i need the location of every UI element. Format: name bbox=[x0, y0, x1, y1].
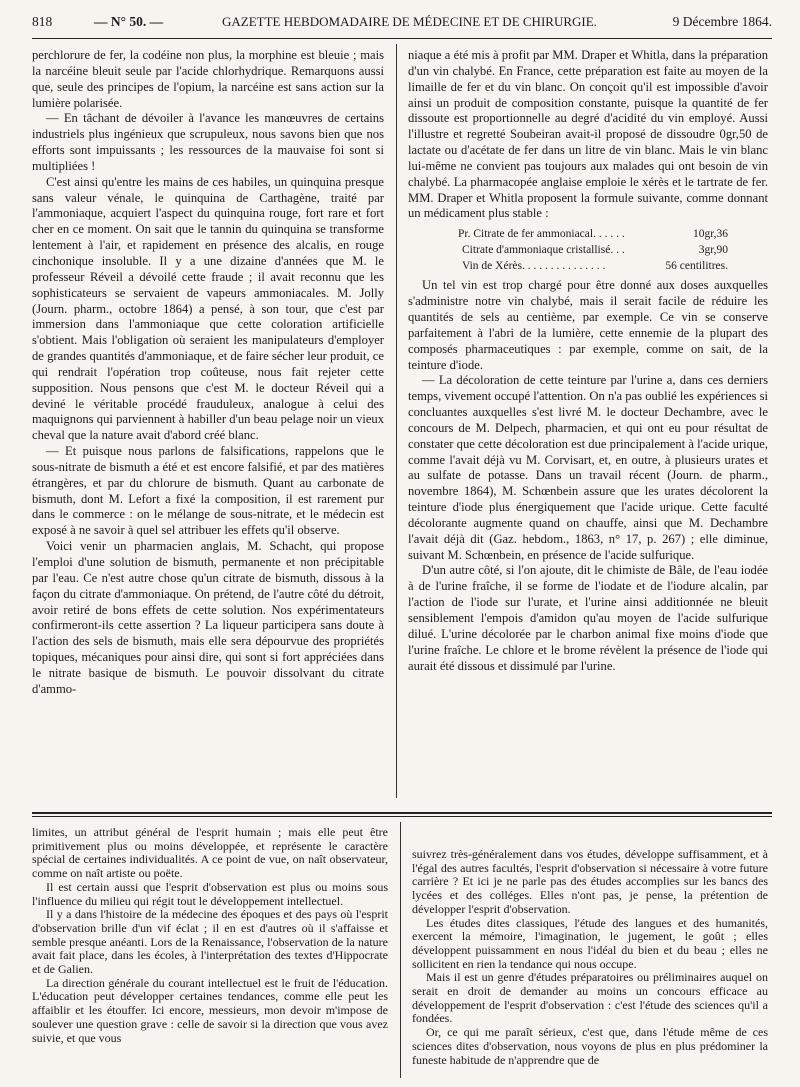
column-3 bbox=[32, 826, 388, 1045]
paragraph: — En tâchant de dévoiler à l'avance les manœuvres de certains industriels plus ingénieux que scrupuleux, nous savons bien que nos efforts sont impuissants ; les ressources de la mauvaise foi sont si multipliées ! bbox=[32, 111, 384, 173]
paragraph: Or, ce qui me paraît sérieux, c'est que, dans l'étude même de ces sciences dites d'observation, nous voyons de plus en plus prédominer la funeste habitude de n'apprendre que de bbox=[412, 1025, 768, 1067]
formula-table bbox=[458, 226, 728, 274]
journal-title: GAZETTE HEBDOMADAIRE DE MÉDECINE ET DE CHIRURGIE. bbox=[222, 14, 597, 29]
section-rule bbox=[32, 816, 772, 817]
formula-row bbox=[458, 258, 728, 274]
column-1 bbox=[32, 48, 384, 698]
paragraph: Voici venir un pharmacien anglais, M. Schacht, qui propose l'emploi d'une solution de bismuth, permanente et non précipitable par l'eau. Ce n'est autre chose qu'un citrate de bismuth, dissous à la façon du citrate d'ammoniaque. On prétend, de l'autre côté du détroit, avoir retiré de bons effets de cette solution. Nos expérimentateurs confirmeront-ils cette assertion ? La liqueur participera sans doute à l'action des sels de bismuth, mais elle sera dépourvue des propriétés topiques, mécaniques pour ainsi dire, qui sont si fort appréciées dans le nitrate basique de bismuth. Le pouvoir dissolvant du citrate d'ammo- bbox=[32, 539, 384, 696]
paragraph: suivrez très-généralement dans vos études, développe suffisamment, et à l'égal des autres facultés, l'esprit d'observation si nécessaire à votre future carrière ? Et ici je ne parle pas des études accomplies sur les bancs des lycées et des colléges. Elles n'ont pas, je pense, la prétention de développer l'esprit d'observation. bbox=[412, 847, 768, 916]
paragraph: Il y a dans l'histoire de la médecine des époques et des pays où l'esprit d'observation brille d'un vif éclat ; il en est d'autres où il s'affaisse et semble presque anéanti. Lors de la Renaissance, l'observation de la nature avait fait place, dans les écoles, à l'interprétation des textes d'Hippocrate et de Galien. bbox=[32, 907, 388, 977]
header-rule bbox=[32, 38, 772, 39]
formula-label: Vin de Xérès. . . . . . . . . . . . . . . bbox=[462, 260, 606, 273]
column-2 bbox=[408, 48, 768, 674]
column-divider-top bbox=[396, 44, 397, 798]
formula-row bbox=[458, 226, 728, 242]
paragraph: limites, un attribut général de l'esprit humain ; mais elle peut être primitivement plus ou moins développée, et représente le caractère spécial de certaines individualités. A ce point de vue, on naît observateur, comme on naît artiste ou poëte. bbox=[32, 825, 388, 881]
issue-date: 9 Décembre 1864. bbox=[672, 14, 772, 29]
paragraph: — La décoloration de cette teinture par l'urine a, dans ces derniers temps, vivement occupé l'attention. On n'a pas oublié les expériences si concluantes auxquelles s'est livré M. le docteur Dechambre, avec le concours de M. Delpech, pharmacien, et qui ont eu pour résultat de constater que cette décoloration est due principalement à l'acide urique, comme l'avait déjà vu M. Corvisart, et, en outre, à plusieurs urates et au sulfate de potasse. Dans un travail récent (Journ. de pharm., novembre 1864), M. Schœnbein assure que les urates décolorent la teinture d'iode plus énergiquement que l'acide urique. Cette faculté décolorante augmente quand on chauffe, ainsi que M. Dechambre l'avait déjà dit (Gaz. hebdom., 1863, n° 17, p. 267) ; elle diminue, suivant M. Schœnbein, en présence de l'acide sulfurique. bbox=[408, 373, 768, 562]
formula-label: Pr. Citrate de fer ammoniacal. . . . . . bbox=[458, 228, 625, 241]
column-divider-bottom bbox=[400, 822, 401, 1078]
paragraph: — Et puisque nous parlons de falsifications, rappelons que le sous-nitrate de bismuth a été et est encore falsifié, et par des matières étrangères, et par du chlorure de bismuth. Quant au carbonate de bismuth, dont M. Lefort a fixé la composition, il est rarement pur dans le commerce : on le mélange de sous-nitrate, et le médecin est exposé à ne savoir à quel sel attribuer les effets qu'il observe. bbox=[32, 444, 384, 538]
formula-value: 56 centilitres. bbox=[665, 260, 728, 273]
paragraph: niaque a été mis à profit par MM. Draper et Whitla, dans la préparation d'un vin chalybé. En France, cette préparation est faite au moyen de la limaille de fer et du vin blanc. On conçoit qu'il est impossible d'avoir ainsi un produit de composition constante, puisque la quantité de fer dissoute est proportionnelle au degré d'acidité du vin employé. Aussi l'illustre et regretté Soubeiran avait-il proposé de dissoudre 0gr,50 de lactate ou d'acétate de fer dans un litre de vin blanc. Mais le vin blanc lui-même ne convient pas toujours aux malades qui ont besoin de vin chalybé. La pharmacopée anglaise emploie le xérès et le tartrate de fer. MM. Draper et Whitla proposent la formule suivante, comme donnant un médicament plus stable : bbox=[408, 48, 768, 221]
paragraph: perchlorure de fer, la codéine non plus, la morphine est bleuie ; mais la narcéine bleuit seule par l'acide chlorhydrique. Remarquons aussi que, seule des principes de l'opium, la narcéine est sans action sur la lumière polarisée. bbox=[32, 48, 384, 110]
section-rule bbox=[32, 812, 772, 814]
paragraph: Les études dites classiques, l'étude des langues et des humanités, exercent la mémoire, l'imagination, le jugement, le goût ; elles développent puissamment en nous l'idéal du bien et du beau ; elles ne sollicitent en rien la tendance qui nous occupe. bbox=[412, 915, 768, 971]
formula-value: 3gr,90 bbox=[698, 244, 728, 257]
formula-row bbox=[458, 242, 728, 258]
page-number: 818 bbox=[32, 14, 53, 29]
running-header bbox=[32, 14, 772, 34]
column-4 bbox=[412, 848, 768, 1067]
formula-label: Citrate d'ammoniaque cristallisé. . . bbox=[462, 244, 625, 257]
paragraph: La direction générale du courant intellectuel est le fruit de l'éducation. L'éducation peut développer certaines tendances, comme elle peut les affaiblir et les étouffer. Ici encore, messieurs, mon devoir m'impose de soulever une question grave : celle de savoir si la direction que vous avez suivie, et que vous bbox=[32, 975, 388, 1045]
issue-number: — N° 50. — bbox=[94, 14, 164, 29]
paragraph: Il est certain aussi que l'esprit d'observation est plus ou moins sous l'influence du milieu qui régit tout le développement intellectuel. bbox=[32, 879, 388, 908]
paragraph: Mais il est un genre d'études préparatoires ou préliminaires auquel on serait en droit de demander au moins un concours efficace au développement de l'esprit d'observation : c'est l'étude des sciences qu'il a fondées. bbox=[412, 970, 768, 1026]
formula-value: 10gr,36 bbox=[693, 228, 728, 241]
paragraph: D'un autre côté, si l'on ajoute, dit le chimiste de Bâle, de l'eau iodée à de l'urine fraîche, il se forme de l'iodate et de l'iodure alcalin, par l'action de l'iode sur l'urate, et l'urine ainsi additionnée ne bleuit sensiblement l'empois d'amidon qu'au moyen de l'acide sulfurique dilué. L'urine décolorée par le charbon animal fixe moins d'iode que l'urine fraîche. Le chlore et le brome révèlent la présence de l'iode qui aurait été dissous et dissimulé par l'urine. bbox=[408, 563, 768, 673]
paragraph: C'est ainsi qu'entre les mains de ces habiles, un quinquina presque sans valeur vénale, le quinquina de Carthagène, traité par l'ammoniaque, acquiert l'aspect du quinquina rouge, fort rare et fort cher en ce moment. On sait que le tannin du quinquina se transforme lentement à l'air, et rapidement en présence des alcalis, en rouge cinchonique insoluble. Il y a une dizaine d'années que M. le professeur Réveil a dévoilé cette fraude ; il avait reconnu que les sophisticateurs se servaient de vapeurs ammoniacales. M. Jolly (Journ. pharm., octobre 1864) a pensé, à son tour, que c'est par immersion dans l'ammoniaque que cette coloration artificielle s'obtient. Mais l'obligation où seraient les manipulateurs d'employer de grandes quantités d'ammoniaque, et de faire sécher leur produit, ce qui rendrait l'opération trop coûteuse, nous fait rejeter cette supposition. Nous pensons que c'est M. le docteur Réveil qui a deviné le véritable procédé frauduleux, analogue à celui des maquignons qui parviennent à habiller d'un beau pelage noir un vieux cheval que la nature avait d'abord créé blanc. bbox=[32, 174, 384, 443]
paragraph: Un tel vin est trop chargé pour être donné aux doses auxquelles s'administre notre vin chalybé, mais il serait facile de réduire les quantités de sels au centième, par exemple. Ce vin se conserve parfaitement à l'abri de la lumière, cette ennemie de la plupart des composés pharmaceutiques : par exemple, comme on sait, de la teinture d'iode. bbox=[408, 278, 768, 372]
